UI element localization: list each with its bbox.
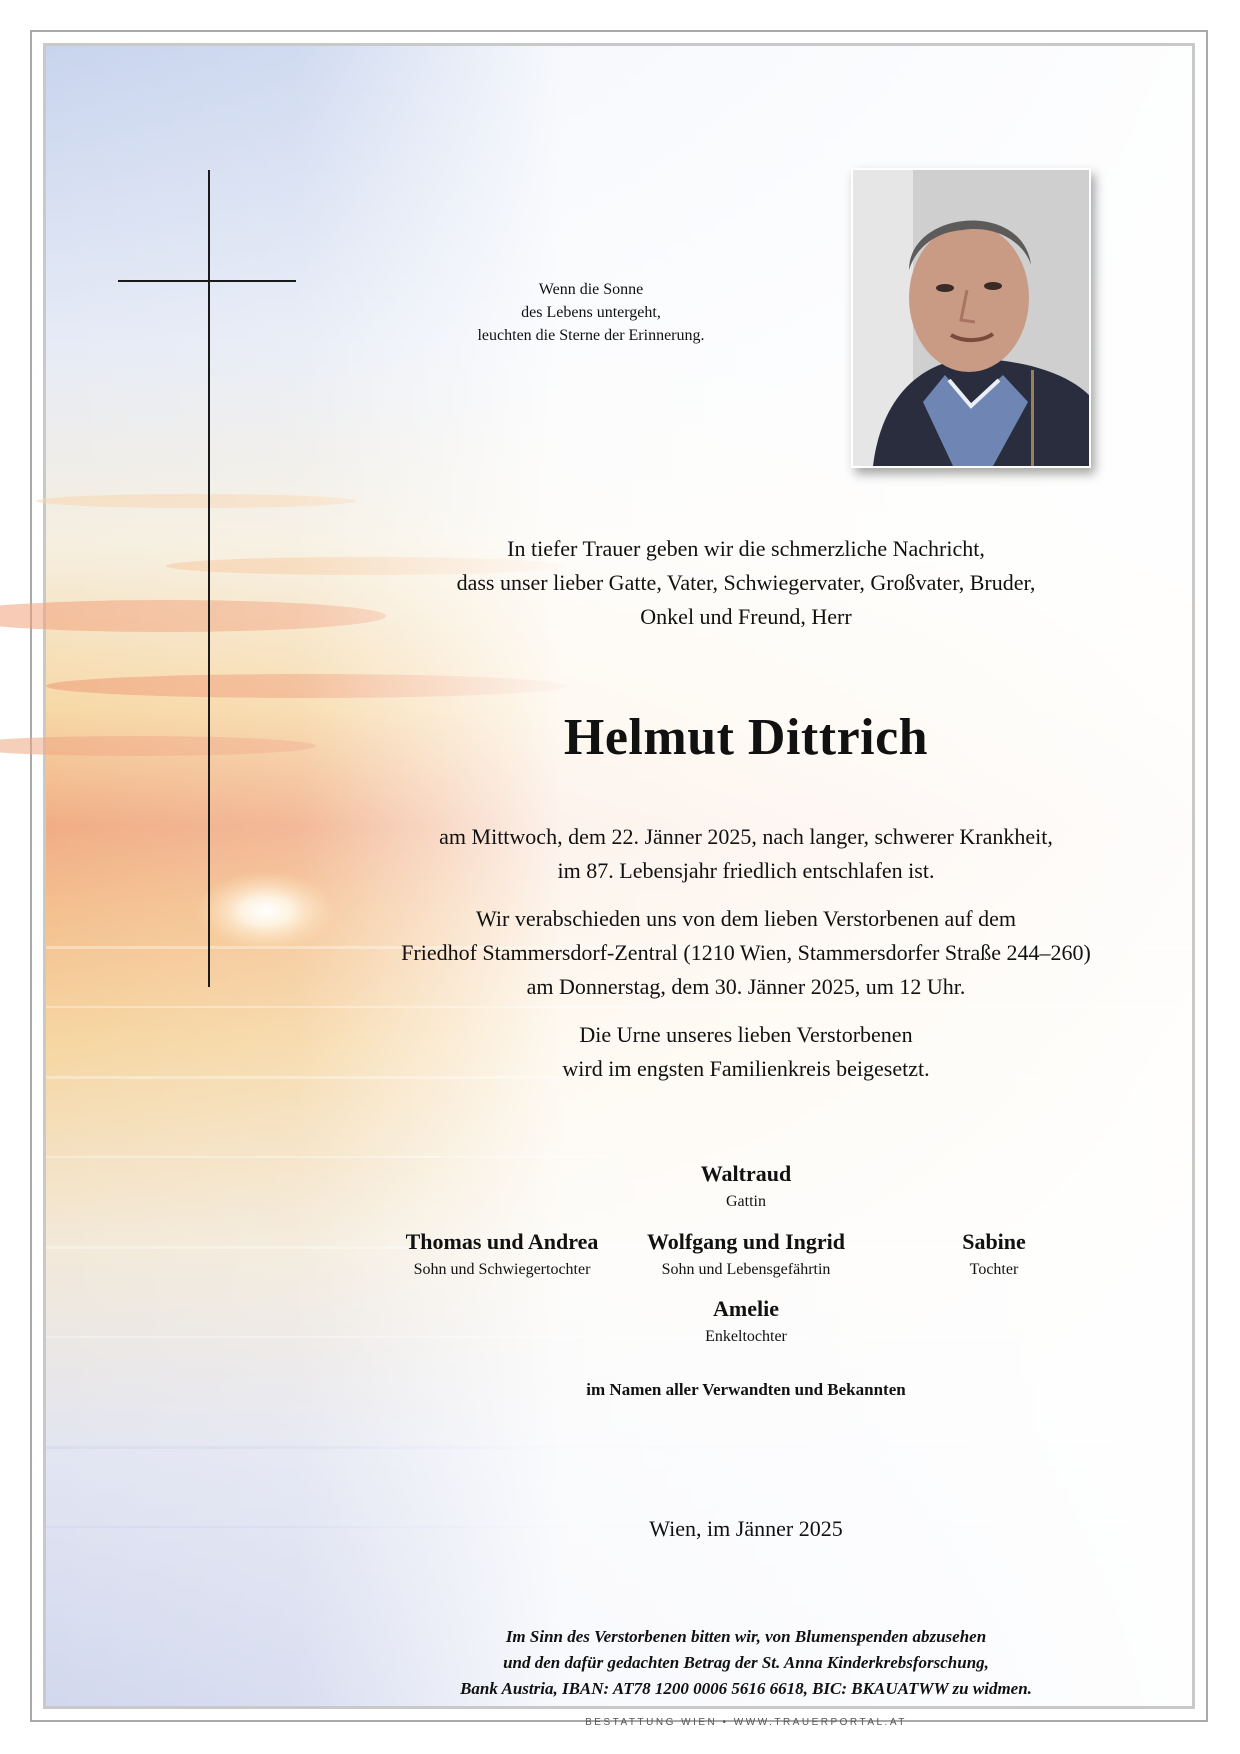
portrait-photo — [851, 168, 1091, 468]
urn-line: wird im engsten Familienkreis beigesetzt. — [562, 1056, 930, 1081]
funeral-line: am Donnerstag, dem 30. Jänner 2025, um 12 Uhr. — [526, 974, 966, 999]
funeral-line: Friedhof Stammersdorf-Zentral (1210 Wien, Stammersdorfer Straße 244–260) — [401, 940, 1091, 965]
intro-line: Onkel und Freund, Herr — [640, 604, 852, 629]
mourner-name: Sabine — [962, 1229, 1026, 1254]
portrait-illustration — [853, 170, 1089, 466]
urn-info — [346, 1018, 1146, 1086]
urn-line: Die Urne unseres lieben Verstorbenen — [579, 1022, 913, 1047]
closing-line: im Namen aller Verwandten und Bekannten — [586, 1380, 906, 1399]
mourner-relation: Enkeltochter — [705, 1328, 787, 1345]
deceased-name: Helmut Dittrich — [563, 709, 929, 766]
mourner-relation: Gattin — [726, 1193, 766, 1210]
mourner-relation: Sohn und Lebensgefährtin — [661, 1261, 831, 1278]
cross-horizontal-bar — [118, 280, 296, 282]
motto-line: Wenn die Sonne — [538, 281, 644, 298]
motto-line: leuchten die Sterne der Erinnerung. — [477, 327, 705, 344]
death-line: im 87. Lebensjahr friedlich entschlafen ist. — [557, 858, 935, 883]
obituary-card — [43, 43, 1195, 1728]
place-date: Wien, im Jänner 2025 — [649, 1516, 843, 1541]
mourner-name: Waltraud — [700, 1161, 792, 1186]
donation-line: Bank Austria, IBAN: AT78 1200 0006 5616 6618, BIC: BKAUATWW zu widmen. — [460, 1679, 1032, 1698]
motto-line: des Lebens untergeht, — [521, 304, 661, 321]
mourner-name: Thomas und Andrea — [405, 1229, 599, 1254]
mourner-entry — [606, 1295, 886, 1348]
mourner-name: Wolfgang und Ingrid — [646, 1229, 846, 1254]
motto — [426, 278, 756, 347]
mourner-entry — [606, 1228, 886, 1281]
mourner-entry — [362, 1228, 642, 1281]
cross-vertical-bar — [208, 170, 210, 987]
funeral-info — [346, 902, 1146, 1004]
donation-line: Im Sinn des Verstorbenen bitten wir, von Blumenspenden abzusehen — [505, 1627, 987, 1646]
mourner-relation: Tochter — [969, 1261, 1019, 1278]
footer-imprint: BESTATTUNG WIEN • WWW.TRAUERPORTAL.AT — [585, 1717, 907, 1728]
mourner-relation: Sohn und Schwiegertochter — [413, 1261, 591, 1278]
death-announcement — [346, 820, 1146, 888]
donation-request — [346, 1624, 1146, 1702]
intro-text — [346, 532, 1146, 634]
intro-line: dass unser lieber Gatte, Vater, Schwiegervater, Großvater, Bruder, — [456, 570, 1036, 595]
intro-line: In tiefer Trauer geben wir die schmerzliche Nachricht, — [507, 536, 985, 561]
mourner-entry — [606, 1160, 886, 1213]
death-line: am Mittwoch, dem 22. Jänner 2025, nach langer, schwerer Krankheit, — [439, 824, 1053, 849]
funeral-line: Wir verabschieden uns von dem lieben Verstorbenen auf dem — [476, 906, 1016, 931]
donation-line: und den dafür gedachten Betrag der St. Anna Kinderkrebsforschung, — [503, 1653, 989, 1672]
mourner-entry — [854, 1228, 1134, 1281]
mourner-name: Amelie — [713, 1296, 779, 1321]
